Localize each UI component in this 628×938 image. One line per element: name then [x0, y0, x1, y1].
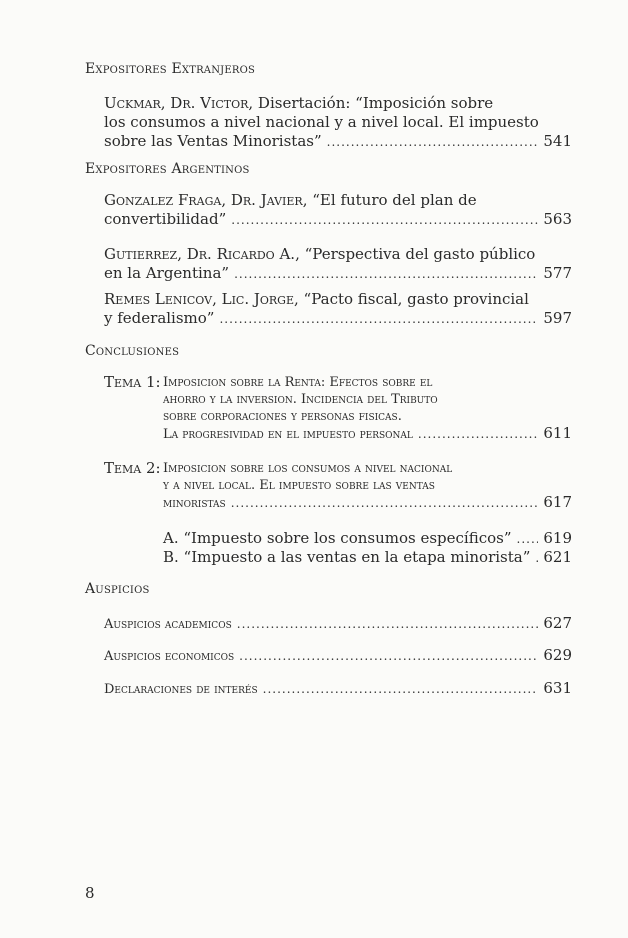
author-name: Gutierrez, Dr. Ricardo A. — [104, 245, 296, 263]
toc-entry-uckmar[interactable] — [104, 94, 572, 152]
toc-subentry-b[interactable] — [163, 548, 572, 568]
entry-title-line: , “Perspectiva del gasto público — [295, 245, 536, 263]
entry-title-line: los consumos a nivel nacional y a nivel local. El impuesto — [104, 113, 539, 131]
entry-title-line: , Disertación: “Imposición sobre — [248, 94, 494, 112]
entry-title-line: y federalismo” — [104, 309, 215, 327]
section-heading-auspicios: Auspicios — [85, 581, 150, 597]
author-name: Gonzalez Fraga, Dr. Javier — [104, 191, 303, 209]
tema-title-line: Imposicion sobre los consumos a nivel nacional — [163, 461, 453, 476]
page-number: 631 — [543, 679, 572, 697]
page-number: 617 — [543, 493, 572, 511]
toc-entry-auspicios-economicos[interactable] — [104, 646, 572, 664]
tema-title-line: sobre corporaciones y personas fisicas. — [163, 409, 402, 424]
toc-entry-remes[interactable] — [104, 290, 572, 329]
subentry-title: A. “Impuesto sobre los consumos específicos” — [163, 529, 512, 547]
page-number: 627 — [543, 614, 572, 632]
entry-title-line: sobre las Ventas Minoristas” — [104, 132, 322, 150]
toc-entry-gonzalez[interactable] — [104, 191, 572, 230]
dot-leader — [327, 133, 539, 152]
page-number: 621 — [543, 548, 572, 566]
entry-title-line: convertibilidad” — [104, 210, 227, 228]
subentry-title: B. “Impuesto a las ventas en la etapa minorista” — [163, 548, 531, 566]
entry-title: Declaraciones de interés — [104, 682, 258, 697]
entry-title: Auspicios economicos — [104, 649, 235, 664]
dot-leader — [239, 649, 538, 663]
tema-title-line: ahorro y la inversion. Incidencia del Tributo — [163, 392, 438, 407]
dot-leader — [234, 265, 538, 284]
folio-page-number: 8 — [85, 884, 95, 902]
tema-title-line: Imposicion sobre la Renta: Efectos sobre el — [163, 375, 433, 390]
author-name: Remes Lenicov, Lic. Jorge — [104, 290, 294, 308]
page-number: 563 — [543, 210, 572, 228]
tema-label: Tema 2: — [104, 459, 161, 477]
entry-title-line: , “El futuro del plan de — [302, 191, 477, 209]
tema-title-line: minoristas — [163, 496, 226, 511]
page-number: 619 — [543, 529, 572, 547]
dot-leader — [418, 426, 538, 443]
toc-entry-auspicios-academicos[interactable] — [104, 614, 572, 632]
toc-entry-gutierrez[interactable] — [104, 245, 572, 284]
entry-title: Auspicios academicos — [104, 617, 232, 632]
page-number: 541 — [543, 132, 572, 150]
dot-leader — [219, 310, 538, 329]
page-number: 611 — [543, 424, 572, 442]
toc-subentry-a[interactable] — [163, 529, 572, 549]
dot-leader — [517, 530, 539, 549]
author-name: Uckmar, Dr. Victor — [104, 94, 249, 112]
section-heading-argentinos: Expositores Argentinos — [85, 161, 250, 177]
entry-title-line: , “Pacto fiscal, gasto provincial — [294, 290, 529, 308]
dot-leader — [231, 495, 539, 512]
dot-leader — [237, 617, 539, 631]
tema-title-line: La progresividad en el impuesto personal — [163, 427, 413, 442]
entry-title-line: en la Argentina” — [104, 264, 230, 282]
page-number: 577 — [543, 264, 572, 282]
dot-leader — [263, 682, 539, 696]
section-heading-extranjeros: Expositores Extranjeros — [85, 61, 256, 77]
toc-entry-tema-1[interactable] — [104, 374, 572, 446]
page-number: 629 — [543, 646, 572, 664]
dot-leader — [231, 211, 538, 230]
page-number: 597 — [543, 309, 572, 327]
section-heading-conclusiones: Conclusiones — [85, 343, 180, 359]
toc-entry-tema-2[interactable] — [104, 460, 572, 516]
tema-label: Tema 1: — [104, 373, 161, 391]
toc-entry-declaraciones[interactable] — [104, 679, 572, 697]
dot-leader — [535, 549, 538, 568]
tema-title-line: y a nivel local. El impuesto sobre las ventas — [163, 478, 435, 493]
